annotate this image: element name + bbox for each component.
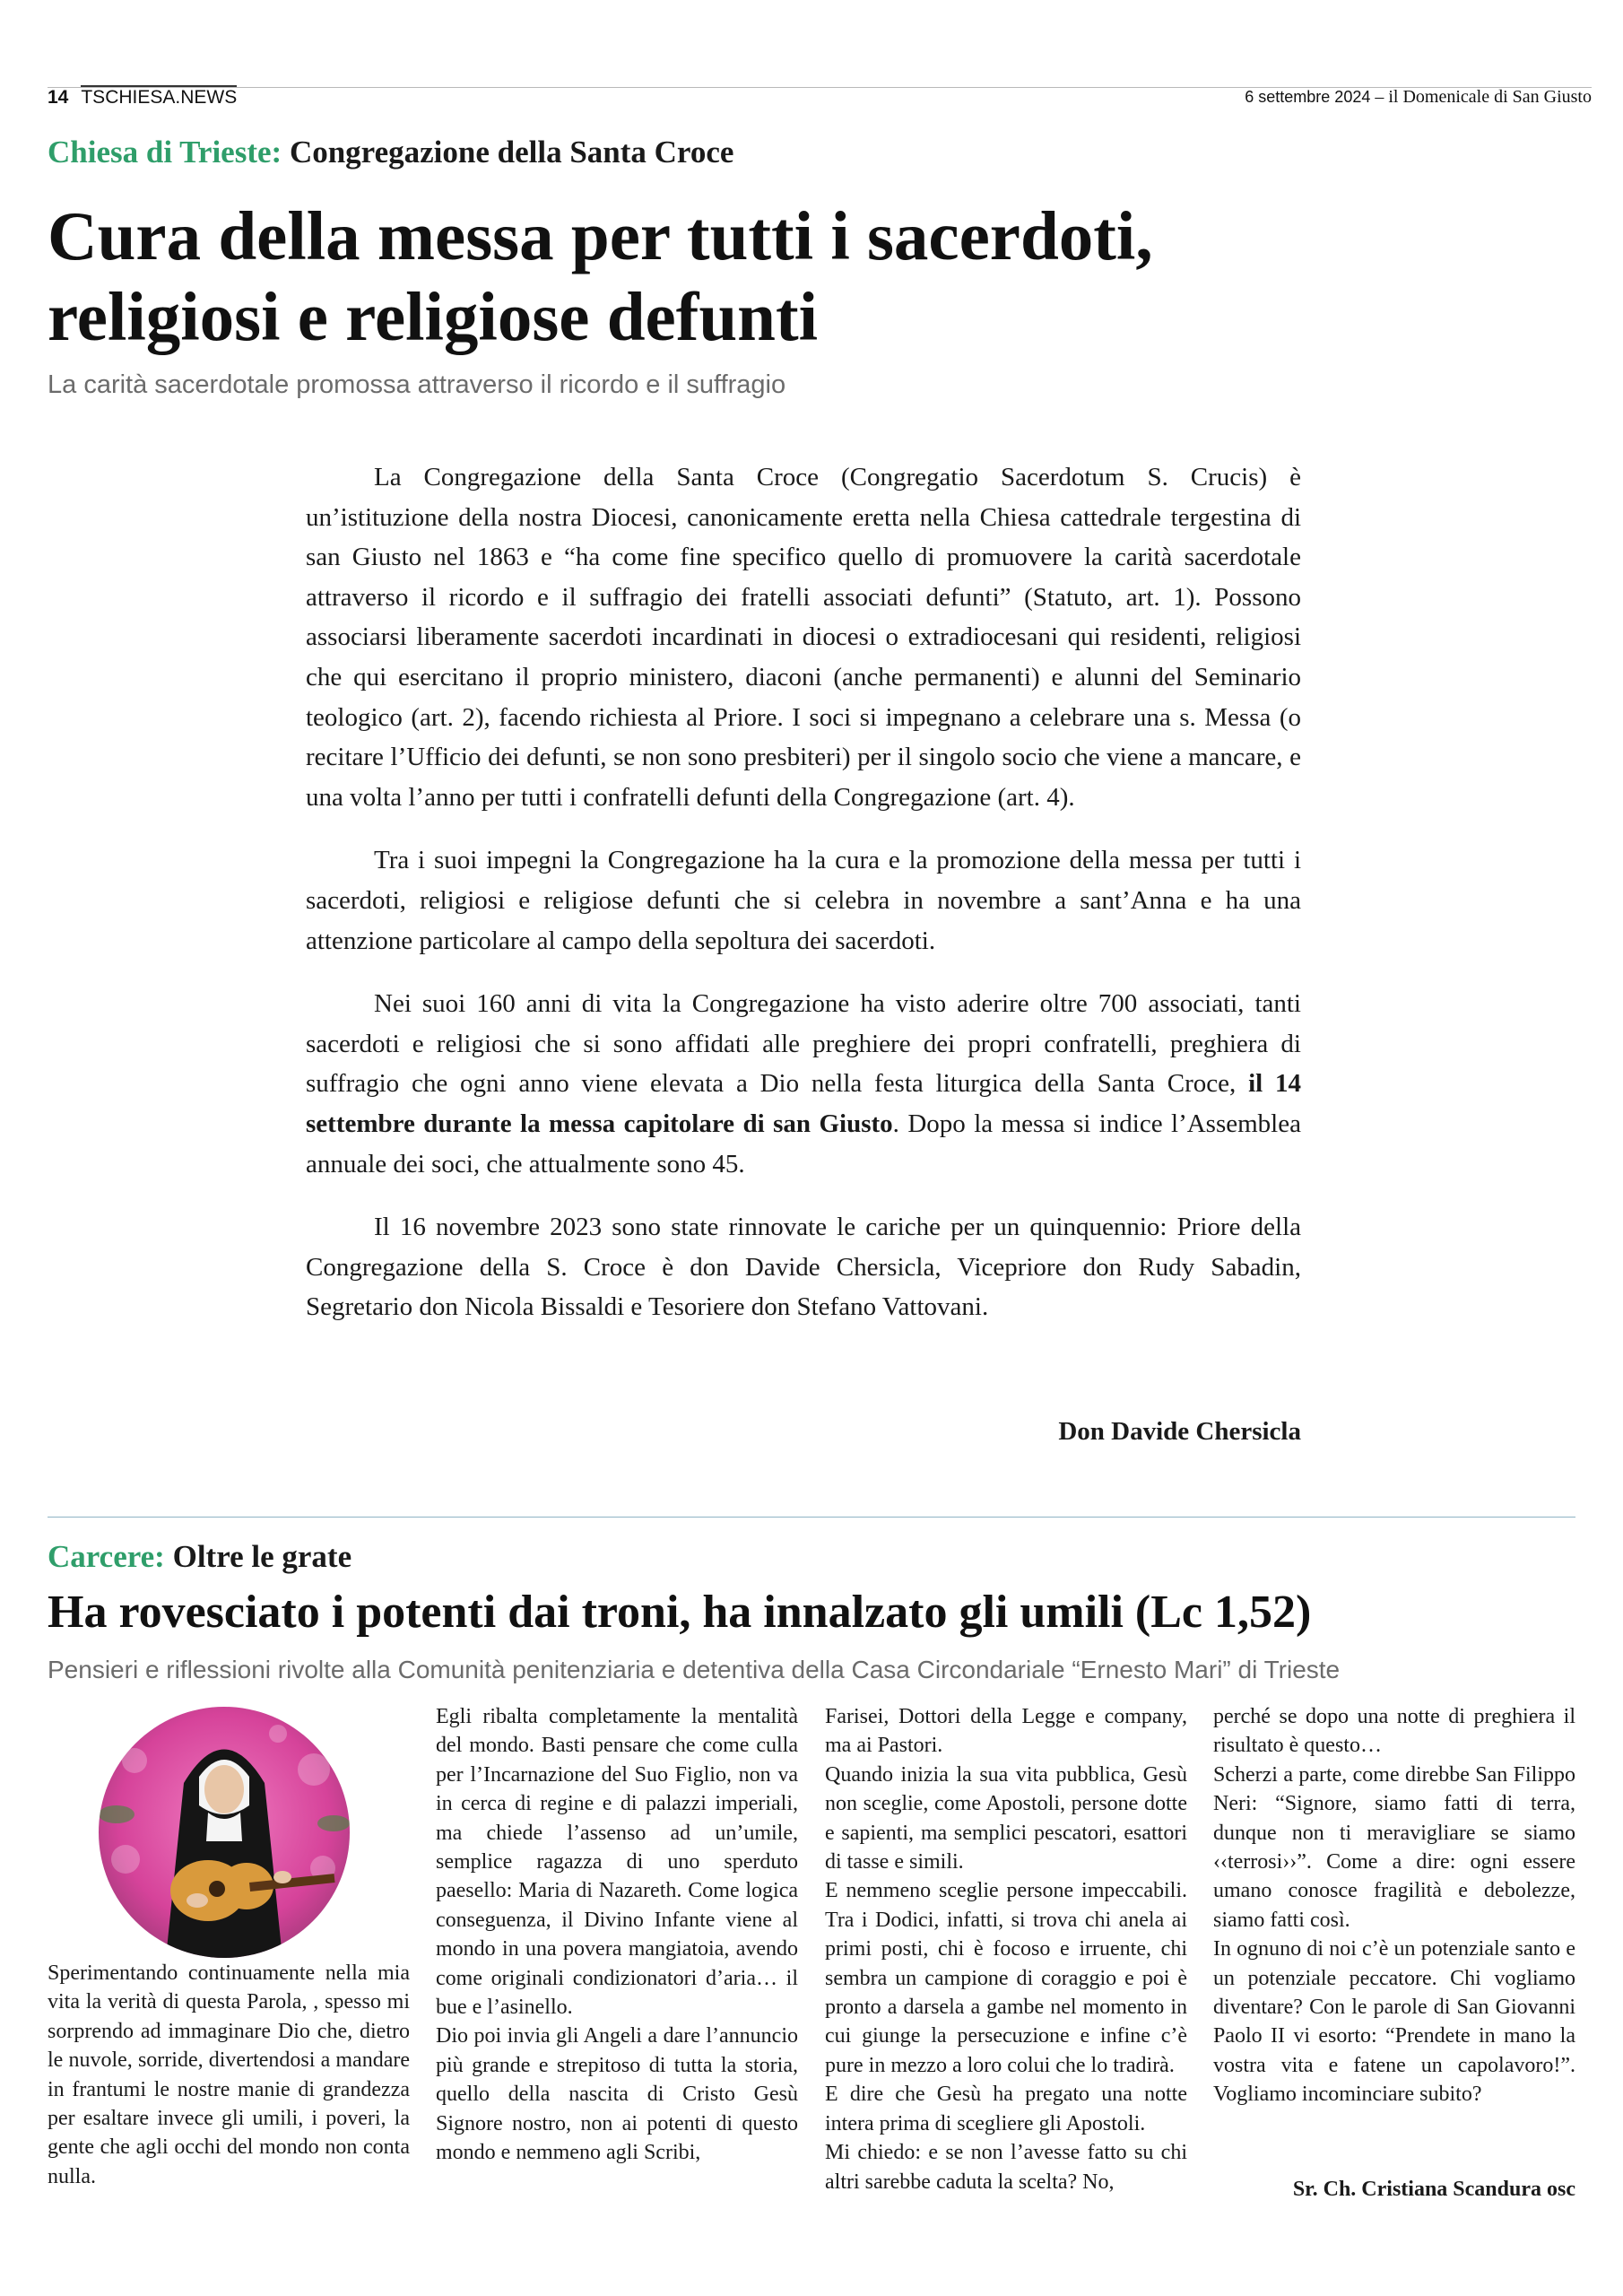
nun-with-guitar-image (99, 1707, 350, 1958)
article1-title-line1: Cura della messa per tutti i sacerdoti, (48, 197, 1153, 274)
article2-column-4 (1213, 1702, 1575, 2109)
article2-title: Ha rovesciato i potenti dai troni, ha innalzato gli umili (Lc 1,52) (48, 1587, 1312, 1638)
article1-paragraph: La Congregazione della Santa Croce (Congregatio Sacerdotum S. Crucis) è un’istituzione della nostra Diocesi, canonicamente eretta nella Chiesa cattedrale tergestina di san Giusto nel 1863 e “ha come fine specifico quello di promuovere la carità sacerdotale attraverso il ricordo e il suffragio dei fratelli associati defunti” (Statuto, art. 1). Possono associarsi liberamente sacerdoti incardinati in diocesi o extradiocesani qui residenti, religiosi che qui esercitano il proprio ministero, diaconi (anche permanenti) e alunni del Seminario teologico (art. 2), facendo richiesta al Priore. I soci si impegnano a celebrare una s. Messa (o recitare l’Ufficio dei defunti, se non sono presbiteri) per il singolo socio che viene a mancare, e una volta l’anno per tutti i confratelli defunti della Congregazione (art. 4). (306, 463, 1301, 812)
article2-column-2 (436, 1702, 798, 2168)
article2-topic: Oltre le grate (172, 1539, 352, 1574)
article1-kicker (48, 135, 733, 170)
column-paragraph: Scherzi a parte, come direbbe San Filippo Neri: “Signore, siamo fatti di terra, dunque non ti meravigliare se siamo ‹‹terrosi››”. Come a dire: ogni essere umano conosce fragilità e debolezze, siamo fatti così. (1213, 1762, 1575, 1932)
column-paragraph: In ognuno di noi c’è un potenziale santo e un potenziale peccatore. Chi vogliamo diventare? Con le parole di San Giovanni Paolo II vi esorto: “Prendete in mano la vostra vita e fatene un capolavoro!”. Vogliamo incominciare subito? (1213, 1937, 1575, 2107)
page-header (48, 87, 1592, 110)
section-divider (48, 1517, 1575, 1518)
p3-bold-text: il 14 settembre durante la messa capitolare di san Giusto (306, 1069, 1301, 1138)
article2-kicker (48, 1539, 352, 1575)
article2-column-3 (825, 1702, 1187, 2196)
header-separator: – (1370, 87, 1389, 107)
article1-subtitle: La carità sacerdotale promossa attraverso il ricordo e il suffragio (48, 370, 786, 399)
article2-signature: Sr. Ch. Cristiana Scandura osc (1292, 2178, 1575, 2201)
p3-text: Nei suoi 160 anni di vita la Congregazione ha visto aderire oltre 700 associati, tanti sacerdoti e religiosi che si sono affidati alle preghiere dei propri confratelli, preghiera di suffragio che ogni anno viene elevata a Dio nella festa liturgica della Santa Croce, (306, 989, 1301, 1099)
article1-paragraph: Il 16 novembre 2023 sono state rinnovate le cariche per un quinquennio: Priore della Congregazione della S. Croce è don Davide Chersicla, Vicepriore don Rudy Sabadin, Segretario don Nicola Bissaldi e Tesoriere don Stefano Vattovani. (306, 1213, 1301, 1322)
column-paragraph: E nemmeno sceglie persone impeccabili. Tra i Dodici, infatti, si trova chi anela ai primi posti, chi è focoso e irruente, chi sembra un campione di coraggio e poi è pronto a darsela a gambe nel momento in cui giunge la persecuzione e infine c’è pure in mezzo a loro colui che lo tradirà. (825, 1879, 1187, 2077)
column-paragraph: Egli ribalta completamente la mentalità del mondo. Basti pensare che come culla per l’Incarnazione del Suo Figlio, non va in cerca di regine e di palazzi imperiali, ma chiede l’assenso ad un’umile, semplice ragazza di uno sperduto paesello: Maria di Nazareth. Come logica conseguenza, il Divino Infante viene al mondo in una povera mangiatoia, avendo come originali condizionatori d’aria… il bue e l’asinello. (436, 1705, 798, 2020)
article2-column-1 (48, 1959, 410, 2191)
article1-paragraph (306, 984, 1301, 1184)
article1-title (48, 196, 1393, 357)
article1-title-line2: religiosi e religiose defunti (48, 278, 819, 355)
article1-section: Chiesa di Trieste: (48, 135, 282, 170)
site-name: TSCHIESA.NEWS (81, 87, 238, 108)
column-paragraph: Dio poi invia gli Angeli a dare l’annuncio più grande e strepitoso di tutta la storia, quello della nascita di Cristo Gesù Signore nostro, non ai potenti di questo mondo e nemmeno agli Scribi, (436, 2024, 798, 2165)
column-paragraph: Mi chiedo: e se non l’avesse fatto su chi altri sarebbe caduta la scelta? No, (825, 2141, 1187, 2194)
column-paragraph: Quando inizia la sua vita pubblica, Gesù non sceglie, come Apostoli, persone dotte e sapienti, ma semplici pescatori, esattori di tasse e simili. (825, 1762, 1187, 1874)
article1-paragraph: Tra i suoi impegni la Congregazione ha la cura e la promozione della messa per tutti i sacerdoti, religiosi e religiose defunti che si celebra in novembre a sant’Anna e ha una attenzione particolare al campo della sepoltura dei sacerdoti. (306, 846, 1301, 955)
column-paragraph: Farisei, Dottori della Legge e company, ma ai Pastori. (825, 1705, 1187, 1758)
author-photo (99, 1707, 350, 1958)
column-paragraph: perché se dopo una notte di preghiera il risultato è questo… (1213, 1705, 1575, 1758)
column-paragraph: Sperimentando continuamente nella mia vita la verità di questa Parola, , spesso mi sorprendo ad immaginare Dio che, dietro le nuvole, sorride, divertendosi a mandare in frantumi le nostre manie di grandezza per esaltare invece gli umili, i poveri, la gente che agli occhi del mondo non conta nulla. (48, 1961, 410, 2188)
header-right (1245, 87, 1592, 108)
p3-text-end: . Dopo la messa si indice l’Assemblea annuale dei soci, che attualmente sono 45. (306, 1109, 1301, 1178)
article1-signature: Don Davide Chersicla (1058, 1417, 1301, 1446)
publication-name: il Domenicale di San Giusto (1388, 87, 1592, 107)
column-paragraph: E dire che Gesù ha pregato una notte intera prima di scegliere gli Apostoli. (825, 2083, 1187, 2135)
article2-section: Carcere: (48, 1539, 165, 1574)
page-number: 14 (48, 87, 69, 108)
article2-subtitle: Pensieri e riflessioni rivolte alla Comunità penitenziaria e detentiva della Casa Circondariale “Ernesto Mari” di Trieste (48, 1656, 1341, 1683)
header-left (48, 87, 237, 109)
article1-body (306, 457, 1301, 1351)
article1-topic: Congregazione della Santa Croce (289, 135, 734, 170)
issue-date: 6 settembre 2024 (1245, 88, 1371, 106)
